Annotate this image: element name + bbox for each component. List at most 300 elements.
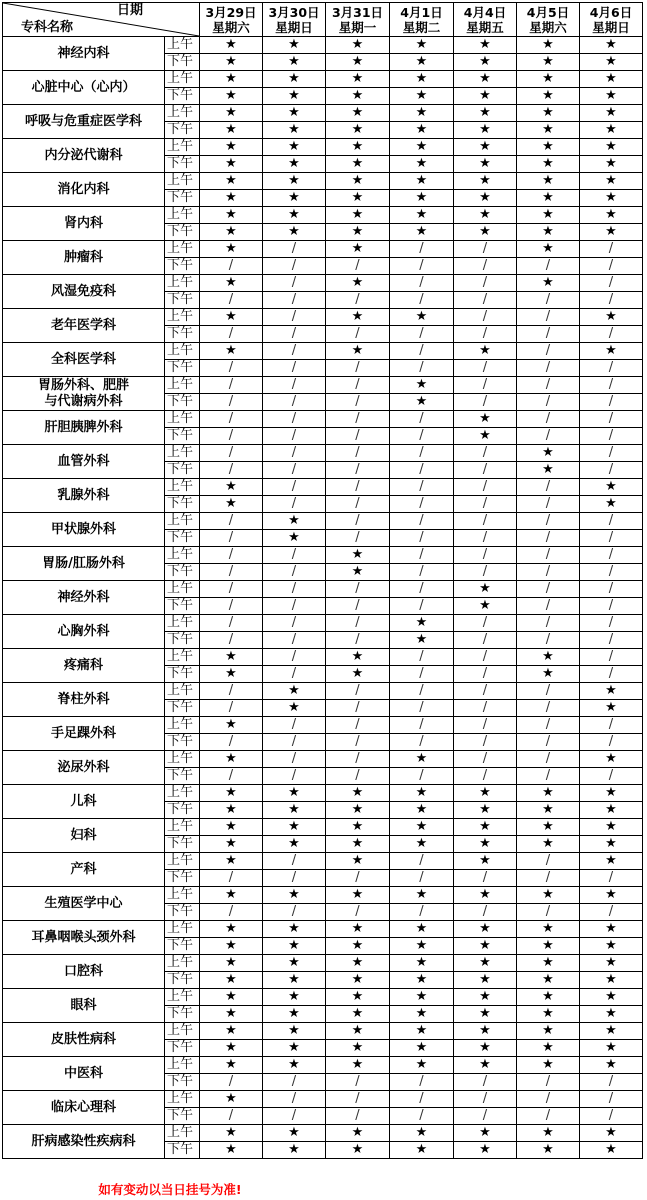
clinic-closed-slash-icon: / — [326, 870, 390, 887]
clinic-closed-slash-icon: / — [390, 666, 454, 683]
clinic-closed-slash-icon: / — [200, 394, 263, 411]
clinic-closed-slash-icon: / — [454, 479, 517, 496]
clinic-closed-slash-icon: / — [263, 394, 326, 411]
day-header — [326, 3, 390, 37]
clinic-open-star-icon: ★ — [517, 1040, 580, 1057]
clinic-closed-slash-icon: / — [517, 632, 580, 649]
clinic-open-star-icon: ★ — [517, 105, 580, 122]
clinic-closed-slash-icon: / — [454, 292, 517, 309]
clinic-closed-slash-icon: / — [263, 411, 326, 428]
clinic-closed-slash-icon: / — [517, 751, 580, 768]
clinic-closed-slash-icon: / — [326, 496, 390, 513]
clinic-closed-slash-icon: / — [580, 326, 643, 343]
clinic-open-star-icon: ★ — [454, 54, 517, 71]
clinic-open-star-icon: ★ — [517, 54, 580, 71]
clinic-open-star-icon: ★ — [580, 224, 643, 241]
clinic-closed-slash-icon: / — [517, 394, 580, 411]
clinic-open-star-icon: ★ — [200, 921, 263, 938]
department-name: 疼痛科 — [3, 649, 165, 683]
clinic-open-star-icon: ★ — [454, 1142, 517, 1159]
period-afternoon-label: 下午 — [165, 292, 200, 309]
clinic-open-star-icon: ★ — [390, 632, 454, 649]
clinic-closed-slash-icon: / — [200, 1108, 263, 1125]
clinic-closed-slash-icon: / — [326, 462, 390, 479]
clinic-closed-slash-icon: / — [263, 275, 326, 292]
period-morning-label: 上午 — [165, 37, 200, 54]
clinic-closed-slash-icon: / — [580, 768, 643, 785]
schedule-row-am — [3, 241, 643, 258]
clinic-closed-slash-icon: / — [517, 360, 580, 377]
clinic-open-star-icon: ★ — [580, 190, 643, 207]
clinic-closed-slash-icon: / — [390, 1091, 454, 1108]
clinic-closed-slash-icon: / — [326, 598, 390, 615]
clinic-closed-slash-icon: / — [517, 717, 580, 734]
day-date: 4月5日 — [526, 4, 570, 20]
schedule-row-am — [3, 275, 643, 292]
clinic-open-star-icon: ★ — [326, 54, 390, 71]
clinic-closed-slash-icon: / — [263, 462, 326, 479]
clinic-open-star-icon: ★ — [390, 1040, 454, 1057]
clinic-open-star-icon: ★ — [200, 37, 263, 54]
clinic-open-star-icon: ★ — [517, 802, 580, 819]
clinic-open-star-icon: ★ — [200, 496, 263, 513]
clinic-closed-slash-icon: / — [390, 1108, 454, 1125]
clinic-closed-slash-icon: / — [326, 683, 390, 700]
period-morning-label: 上午 — [165, 513, 200, 530]
clinic-closed-slash-icon: / — [326, 479, 390, 496]
clinic-open-star-icon: ★ — [263, 224, 326, 241]
period-afternoon-label: 下午 — [165, 734, 200, 751]
clinic-closed-slash-icon: / — [390, 462, 454, 479]
period-afternoon-label: 下午 — [165, 836, 200, 853]
clinic-open-star-icon: ★ — [326, 921, 390, 938]
department-name: 心胸外科 — [3, 615, 165, 649]
clinic-open-star-icon: ★ — [580, 1023, 643, 1040]
period-morning-label: 上午 — [165, 683, 200, 700]
clinic-open-star-icon: ★ — [200, 836, 263, 853]
clinic-open-star-icon: ★ — [326, 938, 390, 955]
clinic-closed-slash-icon: / — [517, 904, 580, 921]
period-afternoon-label: 下午 — [165, 700, 200, 717]
clinic-open-star-icon: ★ — [263, 207, 326, 224]
clinic-closed-slash-icon: / — [517, 564, 580, 581]
period-afternoon-label: 下午 — [165, 904, 200, 921]
clinic-open-star-icon: ★ — [580, 751, 643, 768]
clinic-closed-slash-icon: / — [517, 513, 580, 530]
department-name: 全科医学科 — [3, 343, 165, 377]
clinic-open-star-icon: ★ — [454, 1006, 517, 1023]
clinic-open-star-icon: ★ — [263, 802, 326, 819]
clinic-open-star-icon: ★ — [200, 224, 263, 241]
clinic-open-star-icon: ★ — [580, 1057, 643, 1074]
clinic-open-star-icon: ★ — [454, 411, 517, 428]
clinic-open-star-icon: ★ — [326, 853, 390, 870]
footnote-notice: 如有变动以当日挂号为准! — [98, 1182, 242, 1197]
clinic-closed-slash-icon: / — [454, 530, 517, 547]
department-name: 中医科 — [3, 1057, 165, 1091]
clinic-closed-slash-icon: / — [263, 360, 326, 377]
clinic-open-star-icon: ★ — [390, 394, 454, 411]
clinic-open-star-icon: ★ — [390, 377, 454, 394]
day-date: 4月4日 — [463, 4, 507, 20]
clinic-open-star-icon: ★ — [454, 428, 517, 445]
clinic-open-star-icon: ★ — [454, 1040, 517, 1057]
clinic-open-star-icon: ★ — [326, 564, 390, 581]
clinic-closed-slash-icon: / — [263, 428, 326, 445]
period-afternoon-label: 下午 — [165, 258, 200, 275]
schedule-row-am — [3, 819, 643, 836]
clinic-open-star-icon: ★ — [200, 122, 263, 139]
clinic-open-star-icon: ★ — [580, 37, 643, 54]
clinic-closed-slash-icon: / — [580, 377, 643, 394]
schedule-row-am — [3, 955, 643, 972]
clinic-closed-slash-icon: / — [263, 717, 326, 734]
clinic-open-star-icon: ★ — [517, 224, 580, 241]
period-afternoon-label: 下午 — [165, 1074, 200, 1091]
clinic-closed-slash-icon: / — [390, 275, 454, 292]
period-afternoon-label: 下午 — [165, 564, 200, 581]
clinic-closed-slash-icon: / — [200, 581, 263, 598]
day-date: 3月31日 — [331, 4, 384, 20]
clinic-closed-slash-icon: / — [580, 275, 643, 292]
clinic-open-star-icon: ★ — [326, 972, 390, 989]
clinic-closed-slash-icon: / — [517, 1108, 580, 1125]
clinic-open-star-icon: ★ — [263, 37, 326, 54]
schedule-row-am — [3, 343, 643, 360]
clinic-closed-slash-icon: / — [263, 632, 326, 649]
clinic-open-star-icon: ★ — [263, 1125, 326, 1142]
period-afternoon-label: 下午 — [165, 938, 200, 955]
clinic-open-star-icon: ★ — [200, 309, 263, 326]
clinic-open-star-icon: ★ — [326, 71, 390, 88]
clinic-closed-slash-icon: / — [326, 258, 390, 275]
clinic-closed-slash-icon: / — [200, 615, 263, 632]
clinic-closed-slash-icon: / — [200, 445, 263, 462]
day-header — [517, 3, 580, 37]
clinic-open-star-icon: ★ — [200, 717, 263, 734]
clinic-closed-slash-icon: / — [580, 530, 643, 547]
clinic-open-star-icon: ★ — [517, 972, 580, 989]
clinic-closed-slash-icon: / — [454, 547, 517, 564]
schedule-row-am — [3, 513, 643, 530]
period-morning-label: 上午 — [165, 853, 200, 870]
clinic-open-star-icon: ★ — [326, 156, 390, 173]
clinic-closed-slash-icon: / — [263, 377, 326, 394]
clinic-open-star-icon: ★ — [580, 836, 643, 853]
clinic-open-star-icon: ★ — [580, 105, 643, 122]
period-afternoon-label: 下午 — [165, 54, 200, 71]
clinic-open-star-icon: ★ — [326, 887, 390, 904]
clinic-closed-slash-icon: / — [326, 377, 390, 394]
clinic-open-star-icon: ★ — [326, 666, 390, 683]
clinic-closed-slash-icon: / — [580, 462, 643, 479]
clinic-closed-slash-icon: / — [200, 564, 263, 581]
day-weekday: 星期日 — [592, 19, 630, 35]
clinic-open-star-icon: ★ — [517, 938, 580, 955]
clinic-open-star-icon: ★ — [580, 173, 643, 190]
clinic-open-star-icon: ★ — [390, 207, 454, 224]
clinic-open-star-icon: ★ — [517, 1006, 580, 1023]
schedule-row-am — [3, 615, 643, 632]
clinic-open-star-icon: ★ — [454, 37, 517, 54]
clinic-closed-slash-icon: / — [200, 258, 263, 275]
clinic-open-star-icon: ★ — [263, 921, 326, 938]
clinic-closed-slash-icon: / — [263, 768, 326, 785]
clinic-closed-slash-icon: / — [454, 683, 517, 700]
clinic-closed-slash-icon: / — [326, 530, 390, 547]
clinic-closed-slash-icon: / — [580, 1091, 643, 1108]
day-date: 4月1日 — [400, 4, 443, 20]
clinic-open-star-icon: ★ — [517, 275, 580, 292]
clinic-open-star-icon: ★ — [263, 513, 326, 530]
clinic-closed-slash-icon: / — [390, 683, 454, 700]
period-morning-label: 上午 — [165, 241, 200, 258]
clinic-closed-slash-icon: / — [580, 870, 643, 887]
clinic-closed-slash-icon: / — [200, 870, 263, 887]
clinic-open-star-icon: ★ — [263, 1057, 326, 1074]
clinic-open-star-icon: ★ — [390, 122, 454, 139]
clinic-open-star-icon: ★ — [263, 54, 326, 71]
clinic-closed-slash-icon: / — [200, 428, 263, 445]
department-name: 泌尿外科 — [3, 751, 165, 785]
clinic-open-star-icon: ★ — [454, 819, 517, 836]
clinic-open-star-icon: ★ — [263, 887, 326, 904]
department-name: 脊柱外科 — [3, 683, 165, 717]
clinic-open-star-icon: ★ — [326, 1006, 390, 1023]
clinic-closed-slash-icon: / — [580, 547, 643, 564]
clinic-open-star-icon: ★ — [454, 938, 517, 955]
period-morning-label: 上午 — [165, 411, 200, 428]
clinic-open-star-icon: ★ — [326, 343, 390, 360]
day-date: 3月29日 — [205, 4, 257, 20]
clinic-closed-slash-icon: / — [390, 428, 454, 445]
clinic-closed-slash-icon: / — [580, 1108, 643, 1125]
clinic-closed-slash-icon: / — [390, 241, 454, 258]
clinic-open-star-icon: ★ — [517, 989, 580, 1006]
clinic-open-star-icon: ★ — [263, 989, 326, 1006]
period-afternoon-label: 下午 — [165, 156, 200, 173]
clinic-open-star-icon: ★ — [390, 88, 454, 105]
schedule-row-am — [3, 411, 643, 428]
clinic-closed-slash-icon: / — [390, 496, 454, 513]
clinic-open-star-icon: ★ — [200, 1023, 263, 1040]
clinic-open-star-icon: ★ — [263, 156, 326, 173]
clinic-open-star-icon: ★ — [454, 598, 517, 615]
clinic-closed-slash-icon: / — [200, 462, 263, 479]
period-afternoon-label: 下午 — [165, 632, 200, 649]
clinic-open-star-icon: ★ — [517, 139, 580, 156]
clinic-open-star-icon: ★ — [326, 1142, 390, 1159]
department-name: 血管外科 — [3, 445, 165, 479]
day-header — [580, 3, 643, 37]
clinic-closed-slash-icon: / — [263, 1108, 326, 1125]
clinic-closed-slash-icon: / — [263, 1074, 326, 1091]
clinic-open-star-icon: ★ — [580, 54, 643, 71]
period-morning-label: 上午 — [165, 1125, 200, 1142]
clinic-closed-slash-icon: / — [200, 700, 263, 717]
clinic-closed-slash-icon: / — [390, 513, 454, 530]
clinic-open-star-icon: ★ — [580, 88, 643, 105]
clinic-closed-slash-icon: / — [454, 258, 517, 275]
period-morning-label: 上午 — [165, 343, 200, 360]
clinic-open-star-icon: ★ — [454, 122, 517, 139]
schedule-row-am — [3, 649, 643, 666]
schedule-row-am — [3, 887, 643, 904]
clinic-closed-slash-icon: / — [517, 1074, 580, 1091]
schedule-row-am — [3, 139, 643, 156]
period-morning-label: 上午 — [165, 309, 200, 326]
department-name: 口腔科 — [3, 955, 165, 989]
schedule-row-am — [3, 105, 643, 122]
period-afternoon-label: 下午 — [165, 530, 200, 547]
department-name: 手足踝外科 — [3, 717, 165, 751]
clinic-closed-slash-icon: / — [454, 496, 517, 513]
clinic-closed-slash-icon: / — [517, 309, 580, 326]
clinic-open-star-icon: ★ — [454, 173, 517, 190]
clinic-open-star-icon: ★ — [454, 972, 517, 989]
clinic-closed-slash-icon: / — [390, 1074, 454, 1091]
period-morning-label: 上午 — [165, 105, 200, 122]
clinic-closed-slash-icon: / — [390, 326, 454, 343]
day-header — [390, 3, 454, 37]
clinic-closed-slash-icon: / — [454, 241, 517, 258]
clinic-closed-slash-icon: / — [454, 751, 517, 768]
clinic-open-star-icon: ★ — [517, 462, 580, 479]
schedule-row-am — [3, 717, 643, 734]
clinic-open-star-icon: ★ — [517, 445, 580, 462]
schedule-row-am — [3, 683, 643, 700]
clinic-open-star-icon: ★ — [390, 751, 454, 768]
clinic-open-star-icon: ★ — [580, 156, 643, 173]
clinic-closed-slash-icon: / — [580, 649, 643, 666]
clinic-closed-slash-icon: / — [454, 615, 517, 632]
clinic-open-star-icon: ★ — [454, 955, 517, 972]
clinic-open-star-icon: ★ — [263, 122, 326, 139]
period-morning-label: 上午 — [165, 1023, 200, 1040]
clinic-closed-slash-icon: / — [326, 615, 390, 632]
clinic-closed-slash-icon: / — [517, 411, 580, 428]
clinic-open-star-icon: ★ — [390, 190, 454, 207]
period-afternoon-label: 下午 — [165, 428, 200, 445]
clinic-closed-slash-icon: / — [326, 751, 390, 768]
clinic-open-star-icon: ★ — [326, 1125, 390, 1142]
clinic-open-star-icon: ★ — [517, 649, 580, 666]
clinic-open-star-icon: ★ — [200, 1125, 263, 1142]
clinic-closed-slash-icon: / — [517, 496, 580, 513]
clinic-closed-slash-icon: / — [263, 649, 326, 666]
date-axis-label: 日期 — [116, 3, 143, 18]
clinic-closed-slash-icon: / — [326, 428, 390, 445]
clinic-closed-slash-icon: / — [263, 547, 326, 564]
clinic-closed-slash-icon: / — [200, 377, 263, 394]
clinic-open-star-icon: ★ — [517, 173, 580, 190]
clinic-open-star-icon: ★ — [454, 190, 517, 207]
clinic-open-star-icon: ★ — [263, 71, 326, 88]
day-weekday: 星期二 — [402, 19, 441, 35]
clinic-open-star-icon: ★ — [200, 105, 263, 122]
clinic-closed-slash-icon: / — [263, 309, 326, 326]
clinic-open-star-icon: ★ — [580, 785, 643, 802]
clinic-closed-slash-icon: / — [263, 904, 326, 921]
clinic-open-star-icon: ★ — [580, 989, 643, 1006]
clinic-closed-slash-icon: / — [517, 377, 580, 394]
clinic-open-star-icon: ★ — [390, 836, 454, 853]
day-date: 4月6日 — [589, 4, 633, 20]
clinic-closed-slash-icon: / — [326, 360, 390, 377]
clinic-closed-slash-icon: / — [454, 513, 517, 530]
schedule-row-am — [3, 479, 643, 496]
clinic-closed-slash-icon: / — [454, 700, 517, 717]
clinic-open-star-icon: ★ — [390, 955, 454, 972]
clinic-closed-slash-icon: / — [326, 734, 390, 751]
clinic-closed-slash-icon: / — [200, 683, 263, 700]
clinic-open-star-icon: ★ — [454, 836, 517, 853]
clinic-open-star-icon: ★ — [326, 802, 390, 819]
period-afternoon-label: 下午 — [165, 870, 200, 887]
clinic-open-star-icon: ★ — [517, 1125, 580, 1142]
department-name: 老年医学科 — [3, 309, 165, 343]
clinic-closed-slash-icon: / — [326, 326, 390, 343]
clinic-closed-slash-icon: / — [454, 360, 517, 377]
clinic-closed-slash-icon: / — [326, 700, 390, 717]
clinic-closed-slash-icon: / — [390, 479, 454, 496]
department-name: 产科 — [3, 853, 165, 887]
department-name: 肝胆胰脾外科 — [3, 411, 165, 445]
clinic-open-star-icon: ★ — [390, 156, 454, 173]
schedule-row-am — [3, 547, 643, 564]
department-name: 消化内科 — [3, 173, 165, 207]
clinic-open-star-icon: ★ — [200, 1142, 263, 1159]
clinic-closed-slash-icon: / — [580, 394, 643, 411]
period-morning-label: 上午 — [165, 71, 200, 88]
period-afternoon-label: 下午 — [165, 224, 200, 241]
schedule-row-am — [3, 1091, 643, 1108]
period-morning-label: 上午 — [165, 819, 200, 836]
clinic-closed-slash-icon: / — [454, 445, 517, 462]
header-corner-cell — [3, 3, 200, 37]
department-name: 耳鼻咽喉头颈外科 — [3, 921, 165, 955]
clinic-open-star-icon: ★ — [200, 1040, 263, 1057]
clinic-open-star-icon: ★ — [580, 887, 643, 904]
department-name: 甲状腺外科 — [3, 513, 165, 547]
clinic-open-star-icon: ★ — [200, 207, 263, 224]
clinic-closed-slash-icon: / — [263, 479, 326, 496]
clinic-open-star-icon: ★ — [326, 1023, 390, 1040]
schedule-row-am — [3, 751, 643, 768]
clinic-open-star-icon: ★ — [263, 1142, 326, 1159]
clinic-closed-slash-icon: / — [200, 598, 263, 615]
clinic-closed-slash-icon: / — [200, 768, 263, 785]
clinic-open-star-icon: ★ — [580, 802, 643, 819]
clinic-closed-slash-icon: / — [390, 700, 454, 717]
clinic-closed-slash-icon: / — [580, 445, 643, 462]
clinic-closed-slash-icon: / — [517, 768, 580, 785]
clinic-open-star-icon: ★ — [390, 1125, 454, 1142]
clinic-open-star-icon: ★ — [200, 275, 263, 292]
clinic-closed-slash-icon: / — [390, 343, 454, 360]
clinic-closed-slash-icon: / — [200, 530, 263, 547]
clinic-closed-slash-icon: / — [454, 275, 517, 292]
clinic-open-star-icon: ★ — [390, 1006, 454, 1023]
department-name: 肾内科 — [3, 207, 165, 241]
clinic-open-star-icon: ★ — [326, 649, 390, 666]
schedule-row-am — [3, 445, 643, 462]
schedule-row-am — [3, 309, 643, 326]
clinic-closed-slash-icon: / — [454, 1074, 517, 1091]
clinic-open-star-icon: ★ — [326, 309, 390, 326]
period-afternoon-label: 下午 — [165, 598, 200, 615]
clinic-open-star-icon: ★ — [454, 1023, 517, 1040]
